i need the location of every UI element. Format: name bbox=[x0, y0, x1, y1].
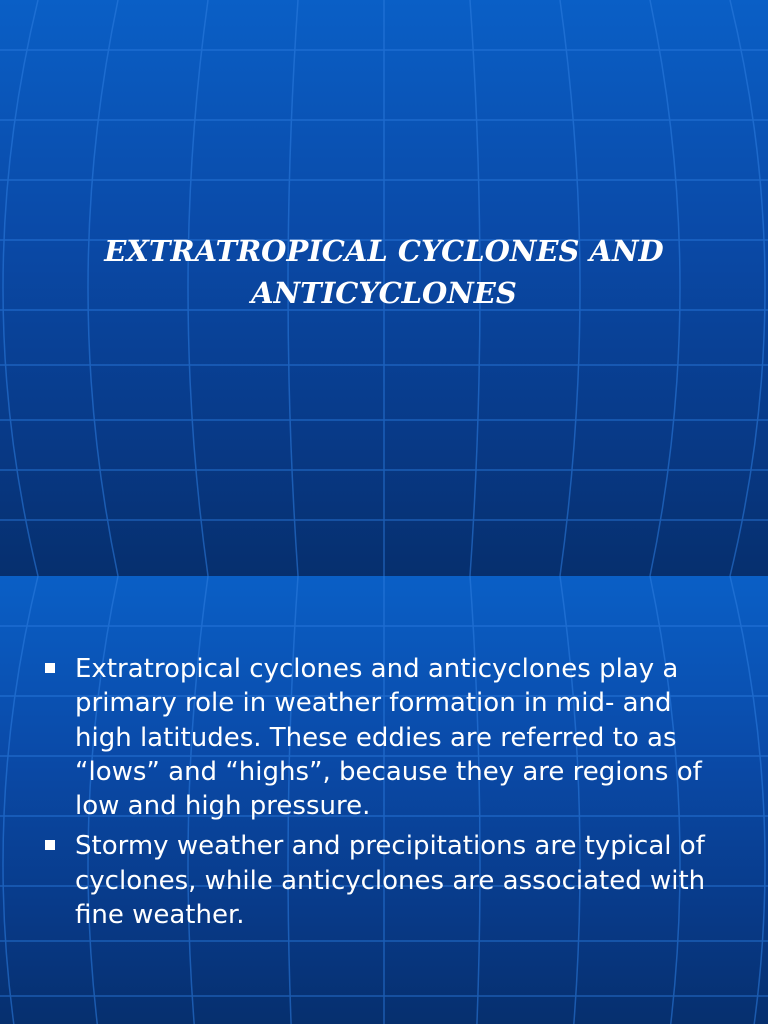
bullet-text: Stormy weather and precipitations are typical of cyclones, while anticyclones are associated with fine weather. bbox=[75, 831, 706, 931]
bullet-list bbox=[40, 652, 730, 938]
square-bullet-icon bbox=[45, 840, 55, 850]
content-slide bbox=[0, 576, 768, 1024]
list-item bbox=[40, 652, 730, 823]
bullet-text: Extratropical cyclones and anticyclones play a primary role in weather formation in mid- and high latitudes. These eddies are referred to as “lows” and “highs”, because they are regions of low and high pressure. bbox=[75, 654, 702, 822]
list-item bbox=[40, 829, 730, 932]
square-bullet-icon bbox=[45, 663, 55, 673]
slide-title: EXTRATROPICAL CYCLONES AND ANTICYCLONES bbox=[104, 234, 664, 310]
